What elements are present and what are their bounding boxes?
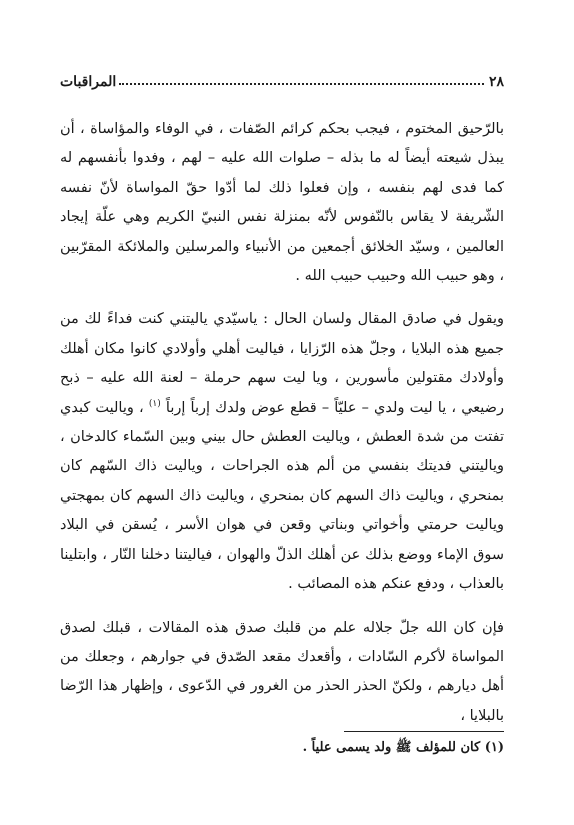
page-number: ٢٨ bbox=[488, 74, 504, 90]
paragraph-2-part-b: ، وياليت كبدي تفتت من شدة العطش ، وياليت العطش حال بيني وبين السّماء كالدخان ، وياليتني فديتك بنفسي من ألم هذه الجراحات ، وياليت ذاك السّهم كان بمنحري ، وياليت ذاك السهم كان بمنحري ، وياليت ذاك السهم كان بمهجتي وياليت حرمتي وأخواتي وبناتي وقعن في هوان الأسر ، يُسقن في البلاد سوق الإماء ووضع بذلك عن أهلك الذلّ والهوان ، فياليتنا دخلنا النّار ، وابتلينا بالعذاب ، ودفع عنكم هذه المصائب . bbox=[60, 399, 504, 593]
running-header bbox=[60, 66, 504, 90]
footnote-divider bbox=[344, 731, 504, 732]
body-text bbox=[60, 115, 504, 731]
paragraph-1: بالرّحيق المختوم ، فيجب بحكم كرائم الصّفات ، في الوفاء والمؤاساة ، أن يبذل شيعته أيضاً له ما بذله – صلوات الله عليه – لهم ، وفدوا بأنفسهم له كما فدى لهم بنفسه ، وإن فعلوا ذلك لما أدّوا حقّ المواساة لأنّ نفسه الشّريفة لا يقاس بالنّفوس لأنّه بمنزلة نفس النبيّ الكريم وهي علّة إيجاد العالمين ، وسيّد الخلائق أجمعين من الأنبياء والمرسلين والملائكة المقرّبين ، وهو حبيب الله وحبيب حبيب الله . bbox=[60, 121, 504, 285]
running-title: المراقبات bbox=[60, 74, 117, 90]
header-dot-leader bbox=[119, 83, 484, 85]
paragraph-2-part-a: ويقول في صادق المقال ولسان الحال : ياسيّدي ياليتني كنت فداءً لك من جميع هذه البلايا ، وجلّ هذه الرّزايا ، فياليت أهلي وأولادي كانوا مكان أهلك وأولادك مقتولين مأسورين ، ويا ليت سهم حرملة – لعنة الله عليه – ذبح رضيعي ، يا ليت ولدي – عليّاً – قطع عوض ولدك إرباً إرباً bbox=[60, 311, 504, 416]
footnote-reference: (١) bbox=[148, 398, 161, 409]
paragraph-2 bbox=[60, 305, 504, 599]
paragraph-3: فإن كان الله جلّ جلاله علم من قلبك صدق هذه المقالات ، قبلك لصدق المواساة لأكرم السّادات ، وأقعدك مقعد الصّدق في جوارهم ، وجعلك من أهل ديارهم ، ولكنّ الحذر الحذر من الغرور في الدّعوى ، وإظهار هذا الرّضا بالبلايا ، bbox=[60, 619, 504, 724]
footnote: (١) كان للمؤلف ﷺ ولد يسمى علياً . bbox=[302, 740, 504, 755]
